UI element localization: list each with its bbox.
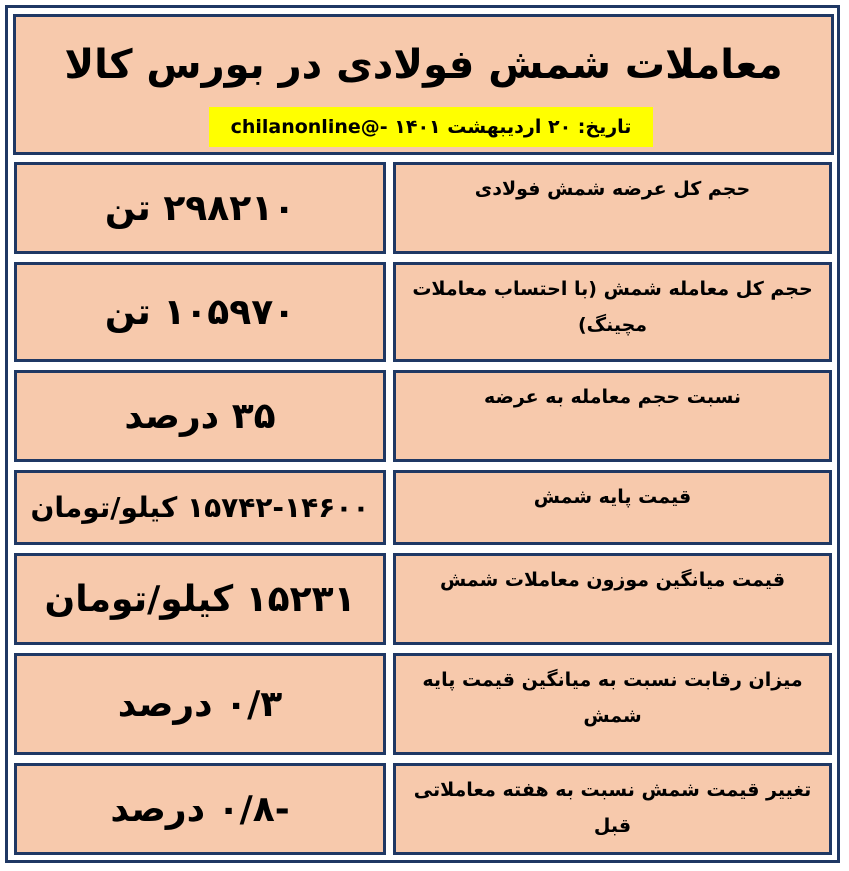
row-value: ۱۵۷۴۲-۱۴۶۰۰ کیلو/تومان xyxy=(30,491,370,524)
row-value: ۳۵ درصد xyxy=(124,395,276,437)
row-label-cell xyxy=(393,553,832,645)
date-line: تاریخ: ۲۰ اردیبهشت ۱۴۰۱ -@chilanonline xyxy=(209,107,653,147)
row-value-cell xyxy=(14,553,386,645)
row-label: قیمت پایه شمش xyxy=(533,486,692,508)
row-value: ۱۰۵۹۷۰ تن xyxy=(104,291,296,333)
page-title: معاملات شمش فولادی در بورس کالا xyxy=(64,42,783,88)
row-value: ۱۵۲۳۱ کیلو/تومان xyxy=(44,578,356,620)
row-label-cell xyxy=(393,262,832,362)
row-label: میزان رقابت نسبت به میانگین قیمت پایه شمش xyxy=(422,669,803,727)
row-value-cell xyxy=(14,162,386,254)
row-value: ۰/۳ درصد xyxy=(117,683,283,725)
row-label: حجم کل عرضه شمش فولادی xyxy=(474,178,751,200)
row-value: ۲۹۸۲۱۰ تن xyxy=(104,187,296,229)
row-label-cell xyxy=(393,763,832,855)
row-label: قیمت میانگین موزون معاملات شمش xyxy=(439,569,786,591)
row-label: تغییر قیمت شمش نسبت به هفته معاملاتی قبل xyxy=(413,779,812,837)
table-header xyxy=(13,14,834,155)
row-value-cell xyxy=(14,653,386,755)
row-label: حجم کل معامله شمش (با احتساب معاملات مچینگ) xyxy=(412,278,813,336)
row-value-cell xyxy=(14,262,386,362)
row-value: -۰/۸ درصد xyxy=(110,788,290,830)
row-value-cell xyxy=(14,470,386,545)
row-label: نسبت حجم معامله به عرضه xyxy=(483,386,742,408)
row-label-cell xyxy=(393,470,832,545)
row-label-cell xyxy=(393,370,832,462)
row-value-cell xyxy=(14,763,386,855)
row-label-cell xyxy=(393,162,832,254)
row-value-cell xyxy=(14,370,386,462)
row-label-cell xyxy=(393,653,832,755)
